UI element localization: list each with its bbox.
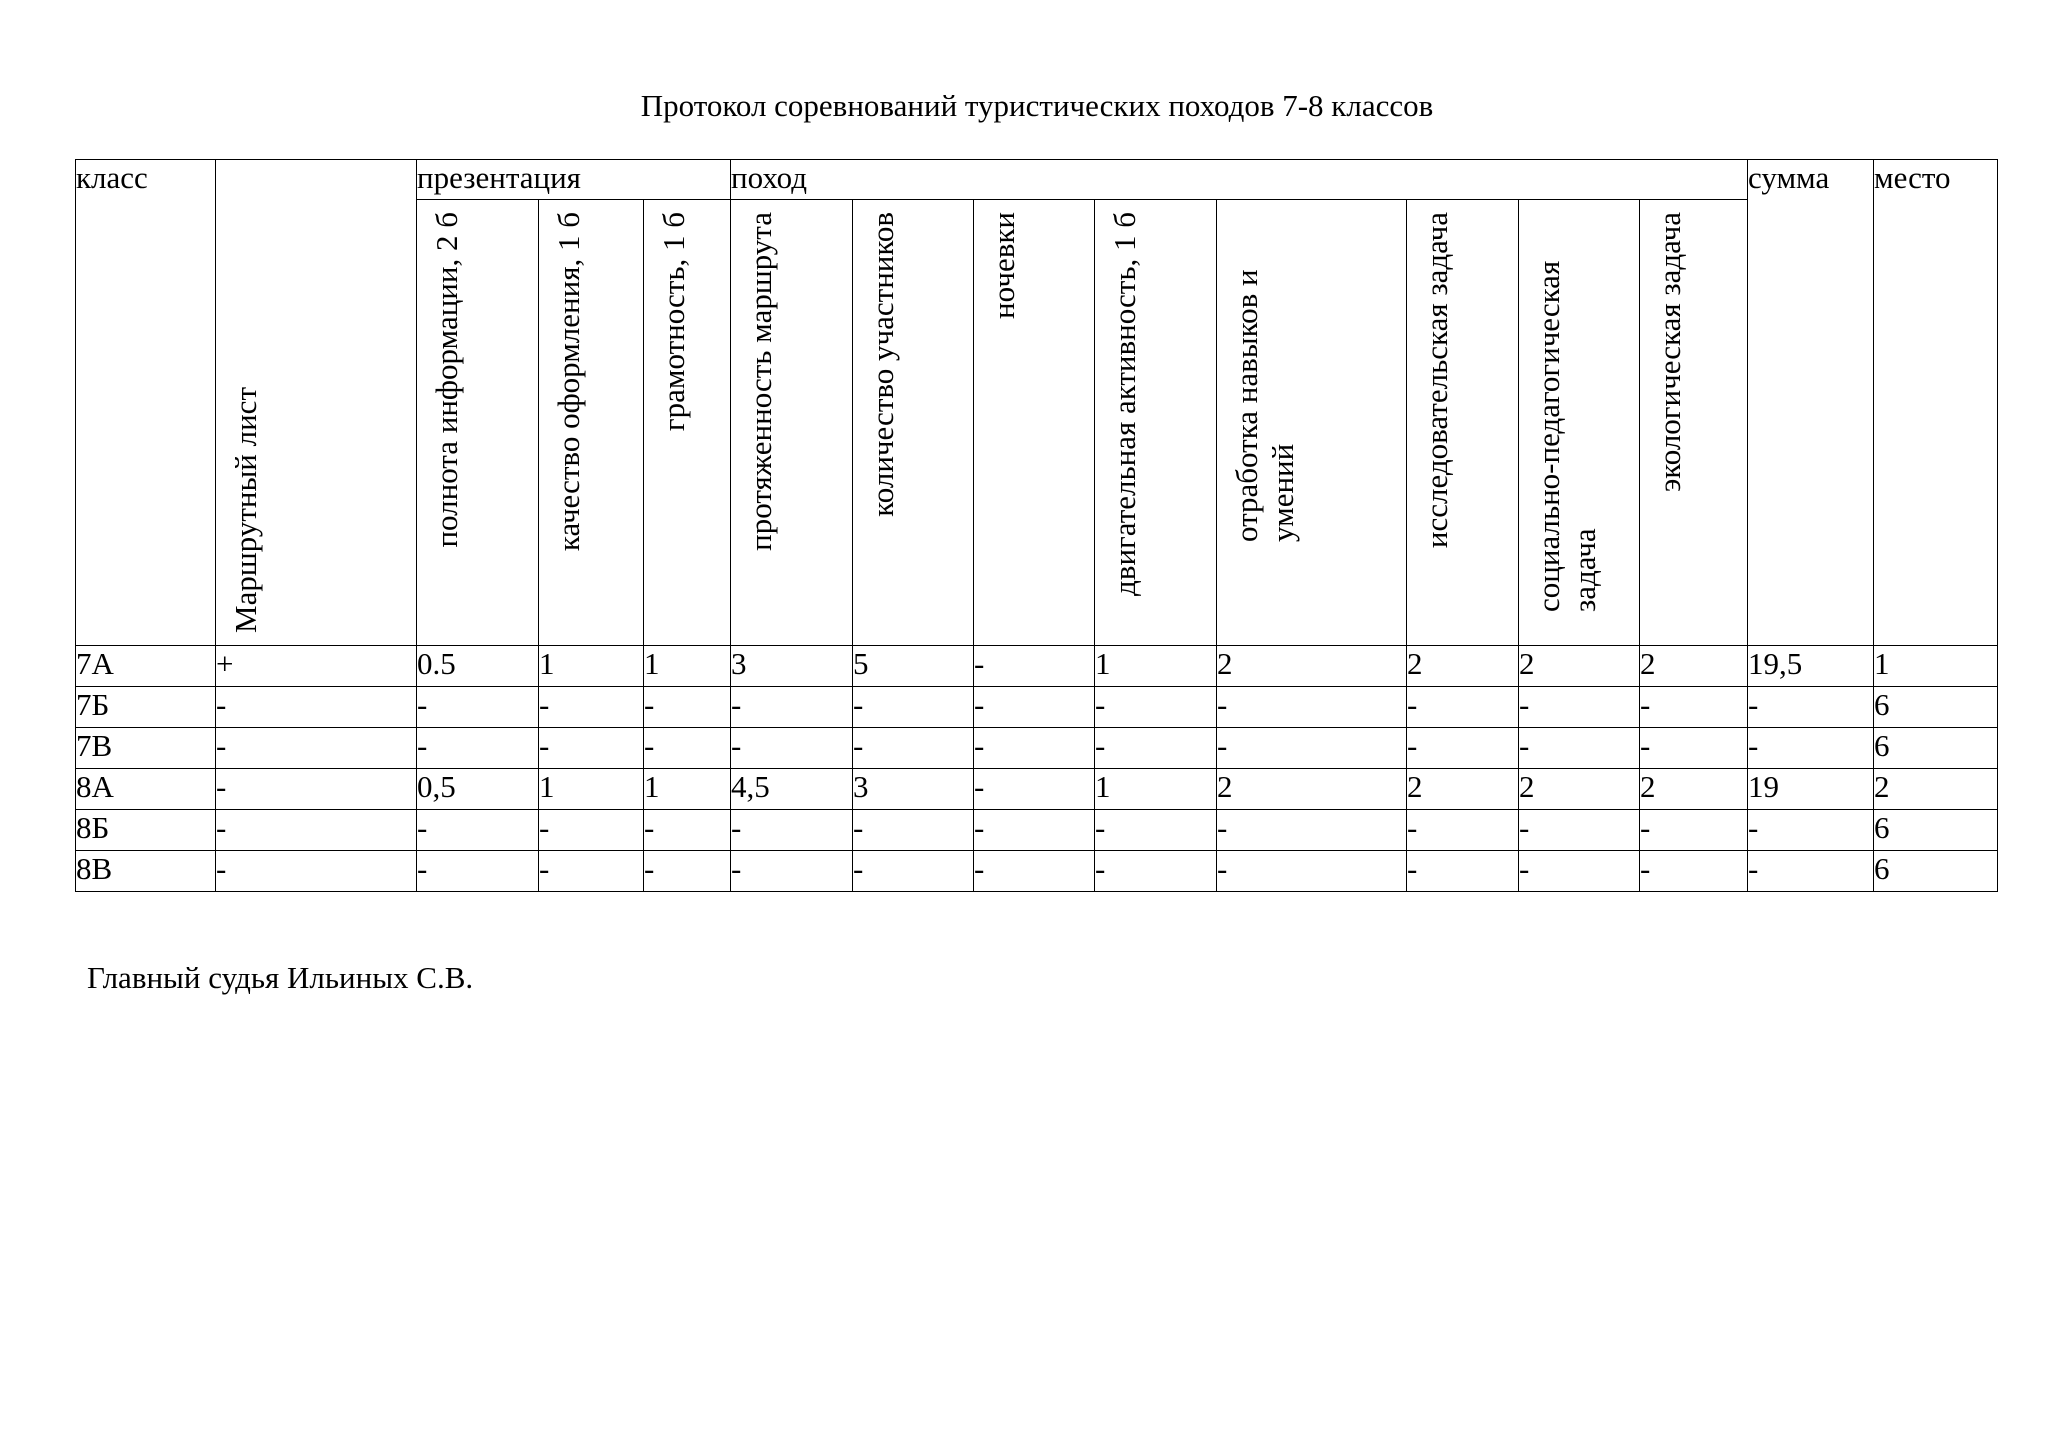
cell: - xyxy=(853,728,974,769)
header-class: класс xyxy=(76,160,216,646)
cell: - xyxy=(539,728,644,769)
cell: - xyxy=(216,728,417,769)
cell: - xyxy=(1217,851,1407,892)
cell: - xyxy=(417,728,539,769)
cell: 1 xyxy=(539,646,644,687)
cell: - xyxy=(216,851,417,892)
cell: - xyxy=(731,728,853,769)
cell-place: 1 xyxy=(1874,646,1998,687)
cell: - xyxy=(853,687,974,728)
cell: - xyxy=(644,728,731,769)
cell-class: 7А xyxy=(76,646,216,687)
cell: - xyxy=(644,687,731,728)
cell-sum: - xyxy=(1748,687,1874,728)
cell: - xyxy=(853,851,974,892)
cell: - xyxy=(1640,728,1748,769)
cell: - xyxy=(974,728,1095,769)
cell: - xyxy=(1519,851,1640,892)
cell: 2 xyxy=(1407,646,1519,687)
cell: - xyxy=(1095,810,1217,851)
cell: - xyxy=(1640,851,1748,892)
cell: - xyxy=(216,769,417,810)
header-presentation: презентация xyxy=(417,160,731,200)
header-motor-activity: двигательная активность, 1 б xyxy=(1107,212,1142,596)
cell: 2 xyxy=(1217,769,1407,810)
cell: - xyxy=(1095,851,1217,892)
cell: - xyxy=(539,687,644,728)
cell-place: 2 xyxy=(1874,769,1998,810)
cell: 1 xyxy=(1095,769,1217,810)
cell-sum: - xyxy=(1748,810,1874,851)
table-row xyxy=(76,851,1998,892)
cell: - xyxy=(1217,687,1407,728)
cell: - xyxy=(853,810,974,851)
cell: - xyxy=(974,851,1095,892)
cell: 0,5 xyxy=(417,769,539,810)
table-row xyxy=(76,769,1998,810)
header-sum: сумма xyxy=(1748,160,1874,646)
cell: - xyxy=(1407,851,1519,892)
header-skills-practice: отработка навыков и умений xyxy=(1229,269,1300,542)
results-table xyxy=(75,159,1998,892)
cell-sum: - xyxy=(1748,851,1874,892)
cell: - xyxy=(974,646,1095,687)
table-row xyxy=(76,687,1998,728)
cell-sum: 19 xyxy=(1748,769,1874,810)
cell: - xyxy=(539,810,644,851)
cell: - xyxy=(1519,728,1640,769)
cell: - xyxy=(1217,728,1407,769)
cell: 1 xyxy=(539,769,644,810)
cell: - xyxy=(731,687,853,728)
cell: - xyxy=(216,687,417,728)
cell: - xyxy=(1407,728,1519,769)
cell-class: 8Б xyxy=(76,810,216,851)
cell: - xyxy=(644,851,731,892)
table-body xyxy=(76,646,1998,892)
cell: - xyxy=(1640,687,1748,728)
cell: - xyxy=(644,810,731,851)
cell: 2 xyxy=(1519,769,1640,810)
table-row xyxy=(76,810,1998,851)
cell: - xyxy=(1519,687,1640,728)
cell-place: 6 xyxy=(1874,728,1998,769)
cell: 5 xyxy=(853,646,974,687)
cell: 0.5 xyxy=(417,646,539,687)
table-row xyxy=(76,646,1998,687)
chief-judge-signature-line: Главный судья Ильиных С.В. xyxy=(87,960,474,995)
cell-sum: - xyxy=(1748,728,1874,769)
cell: - xyxy=(731,851,853,892)
cell: 1 xyxy=(1095,646,1217,687)
cell: 2 xyxy=(1407,769,1519,810)
header-info-completeness: полнота информации, 2 б xyxy=(429,212,464,548)
document-title: Протокол соревнований туристических походов 7-8 классов xyxy=(640,88,1434,123)
header-hike: поход xyxy=(731,160,1748,200)
cell: 2 xyxy=(1640,769,1748,810)
header-place: место xyxy=(1874,160,1998,646)
cell: + xyxy=(216,646,417,687)
cell: - xyxy=(1407,810,1519,851)
table-row xyxy=(76,728,1998,769)
cell: - xyxy=(1640,810,1748,851)
cell-place: 6 xyxy=(1874,851,1998,892)
header-participants: количество участников xyxy=(865,212,900,517)
cell: 2 xyxy=(1640,646,1748,687)
cell: - xyxy=(974,810,1095,851)
cell: 2 xyxy=(1217,646,1407,687)
cell: 2 xyxy=(1519,646,1640,687)
cell: 1 xyxy=(644,769,731,810)
header-route-length: протяженность маршрута xyxy=(743,212,778,551)
cell: - xyxy=(1519,810,1640,851)
cell-class: 7В xyxy=(76,728,216,769)
cell: - xyxy=(1095,687,1217,728)
cell-sum: 19,5 xyxy=(1748,646,1874,687)
cell: - xyxy=(974,769,1095,810)
cell: - xyxy=(1095,728,1217,769)
cell-class: 7Б xyxy=(76,687,216,728)
cell: - xyxy=(974,687,1095,728)
cell: - xyxy=(539,851,644,892)
header-design-quality: качество оформления, 1 б xyxy=(551,212,586,552)
cell-place: 6 xyxy=(1874,687,1998,728)
cell: 1 xyxy=(644,646,731,687)
cell: 3 xyxy=(853,769,974,810)
header-literacy: грамотность, 1 б xyxy=(656,212,691,432)
header-ecology-task: экологическая задача xyxy=(1652,212,1687,493)
cell: - xyxy=(417,851,539,892)
cell-class: 8В xyxy=(76,851,216,892)
cell: 3 xyxy=(731,646,853,687)
cell: - xyxy=(216,810,417,851)
cell: 4,5 xyxy=(731,769,853,810)
cell: - xyxy=(1217,810,1407,851)
cell: - xyxy=(417,810,539,851)
header-research-task: исследовательская задача xyxy=(1419,212,1454,549)
cell-class: 8А xyxy=(76,769,216,810)
cell-place: 6 xyxy=(1874,810,1998,851)
cell: - xyxy=(731,810,853,851)
header-route-sheet: Маршрутный лист xyxy=(228,387,263,633)
cell: - xyxy=(417,687,539,728)
header-overnights: ночевки xyxy=(986,212,1021,319)
cell: - xyxy=(1407,687,1519,728)
header-social-task: социально-педагогическая задача xyxy=(1531,260,1602,612)
